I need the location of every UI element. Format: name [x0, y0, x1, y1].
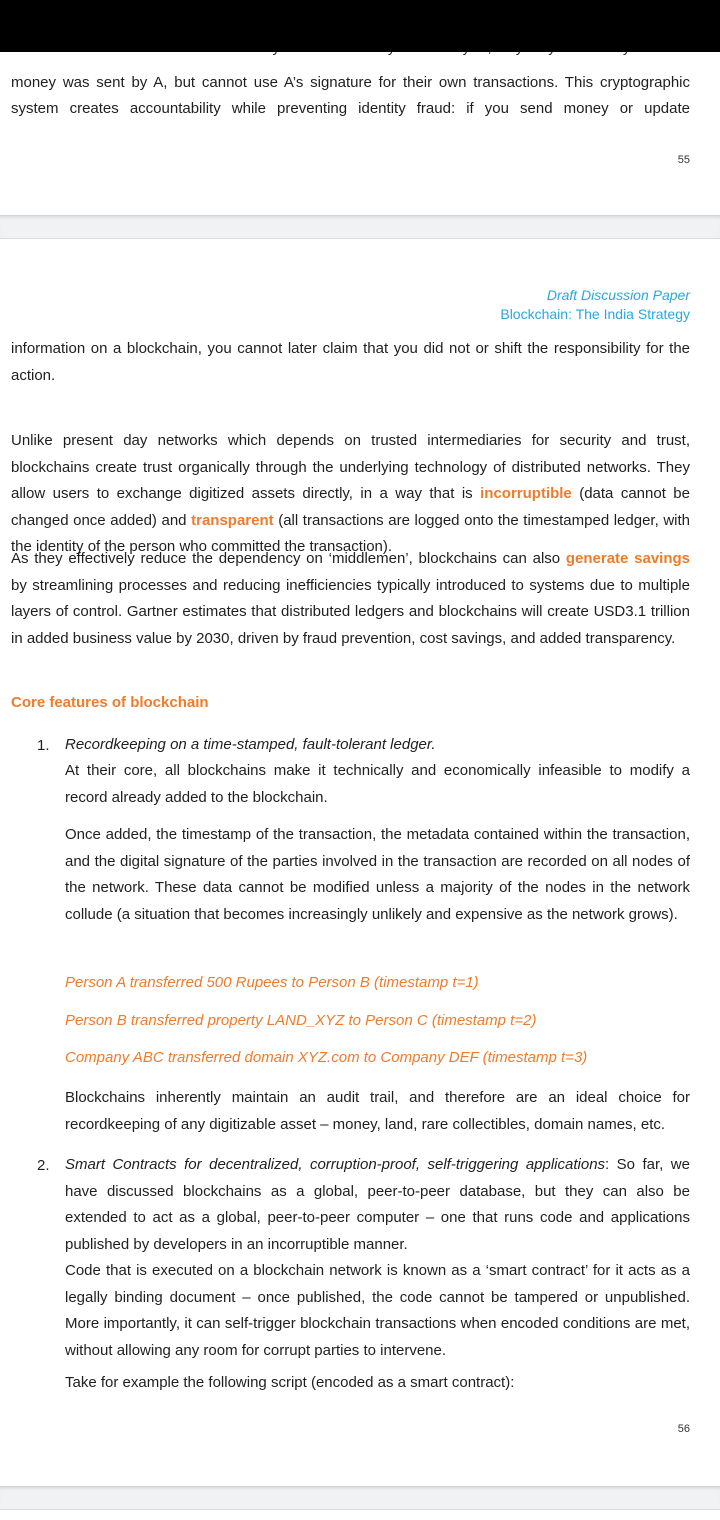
- text: As they effectively reduce the dependency on ‘middlemen’, blockchains can also: [11, 550, 566, 567]
- page-separator: [0, 1486, 720, 1510]
- paragraph-line: system creates accountability while preventing identity fraud: if you send money or update: [11, 100, 690, 117]
- list-item-text: Code that is executed on a blockchain network is known as a ‘smart contract’ for it acts as a legally binding document – once published, the code cannot be tampered or unpublished. More importantly, it can self-trigger blockchain transactions when encoded conditions are met, without allowing any room for corrupt parties to intervene.: [65, 1262, 690, 1359]
- page-separator: [0, 215, 720, 239]
- text: Unlike present day networks which depends on trusted intermediaries for security and trust, blockchains create trust organically through the underlying technology of distributed networks. They allow users to exchange digitized assets directly, in a way that is: [11, 432, 690, 502]
- list-number: 1.: [37, 737, 50, 754]
- list-item-title: Smart Contracts for decentralized, corruption-proof, self-triggering applications: [65, 1156, 606, 1173]
- paragraph: [11, 546, 690, 652]
- highlight-incorruptible: incorruptible: [480, 485, 572, 502]
- text: (data cannot be changed once added) and: [11, 485, 690, 529]
- example-transaction: Person A transferred 500 Rupees to Person B (timestamp t=1): [65, 974, 479, 991]
- text: (all transactions are logged onto the timestamped ledger, with the identity of the person who committed the transaction).: [11, 511, 691, 555]
- header-doc-type: Draft Discussion Paper: [546, 287, 690, 303]
- header-doc-title: Blockchain: The India Strategy: [500, 306, 690, 322]
- list-item-text: Take for example the following script (encoded as a smart contract):: [65, 1374, 515, 1391]
- list-item-text: [65, 1152, 690, 1258]
- list-number: 2.: [37, 1157, 50, 1174]
- page-header: [500, 286, 690, 324]
- list-item-text: Blockchains inherently maintain an audit trail, and therefore are an ideal choice for recordkeeping of any digitizable asset – money, land, rare collectibles, domain names, etc.: [65, 1089, 690, 1133]
- example-transaction: Person B transferred property LAND_XYZ to Person C (timestamp t=2): [65, 1012, 537, 1029]
- section-heading: Core features of blockchain: [11, 694, 209, 711]
- paragraph: information on a blockchain, you cannot later claim that you did not or shift the responsibility for the action.: [11, 340, 690, 384]
- text: by streamlining processes and reducing inefficiencies typically introduced to systems due to multiple layers of control. Gartner estimates that distributed ledgers and blockchains will create USD3.1 trillion in added business value by 2030, driven by fraud prevention, cost savings, and added transparency.: [11, 576, 690, 647]
- page-number: 55: [677, 154, 690, 166]
- list-item-text: Once added, the timestamp of the transaction, the metadata contained within the transaction, and the digital signature of the parties involved in the transaction are recorded on all nodes of the network. These data cannot be modified unless a majority of the nodes in the network collude (a situation that becomes increasingly unlikely and expensive as the network grows).: [65, 826, 690, 923]
- top-black-bar: [0, 0, 720, 52]
- highlight-transparent: transparent: [191, 511, 274, 529]
- page-number: 56: [677, 1423, 690, 1435]
- list-item-title: Recordkeeping on a time-stamped, fault-tolerant ledger.: [65, 736, 436, 753]
- text: : So far, we have discussed blockchains as a global, peer-to-peer database, but they can also be extended to act as a global, peer-to-peer computer – one that runs code and applications published by developers in an incorruptible manner.: [65, 1156, 690, 1253]
- paragraph: [11, 428, 690, 561]
- list-item-text: At their core, all blockchains make it technically and economically infeasible to modify a record already added to the blockchain.: [65, 762, 690, 806]
- example-transaction: Company ABC transferred domain XYZ.com to Company DEF (timestamp t=3): [65, 1049, 588, 1066]
- paragraph-line: money was sent by A, but cannot use A’s signature for their own transactions. This cryptographic: [11, 74, 690, 91]
- highlight-generate-savings: generate savings: [565, 550, 690, 567]
